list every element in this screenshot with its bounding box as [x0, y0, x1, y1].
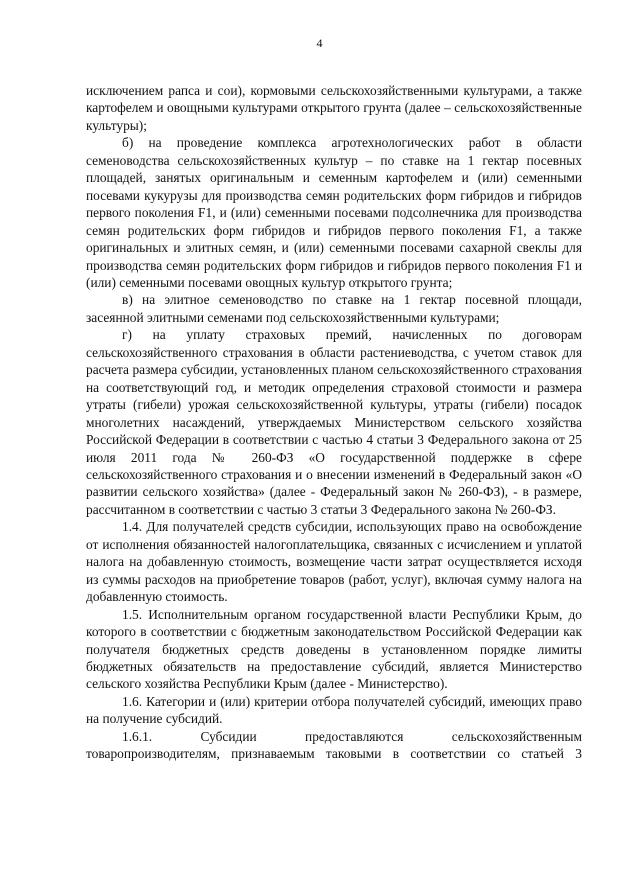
paragraph-1-5-ministry: 1.5. Исполнительным органом государственной власти Республики Крым, до которого в соответствии с бюджетным законодательством Российской Федерации как получателя бюджетных средств доведены в установленном порядке лимиты бюджетных обязательств на предоставление субсидий, является Министерство сельского хозяйства Республики Крым (далее - Министерство).: [86, 606, 582, 692]
paragraph-continuation: исключением рапса и сои), кормовыми сельскохозяйственными культурами, а также картофелем и овощными культурами открытого грунта (далее – сельскохозяйственные культуры);: [86, 83, 582, 133]
document-body: [86, 82, 582, 763]
paragraph-b-agrotech-works: б) на проведение комплекса агротехнологических работ в области семеноводства сельскохозяйственных культур – по ставке на 1 гектар посевных площадей, занятых оригинальным и семенным картофелем и (или) семенными посевами кукурузы для производства семян родительских форм гибридов и гибридов первого поколения F1, и (или) семенными посевами подсолнечника для производства семян родительских форм гибридов и гибридов первого поколения F1, а также оригинальных и элитных семян, и (или) семенными посевами сахарной свеклы для производства семян родительских форм гибридов и гибридов первого поколения F1 и (или) семенными посевами овощных культур открытого грунта;: [86, 135, 582, 290]
paragraph-1-6-1-producers: 1.6.1. Субсидии предоставляются сельскохозяйственным товаропроизводителям, признаваемым таковыми в соответствии со статьей 3: [86, 728, 582, 762]
paragraph-g-insurance-premiums: г) на уплату страховых премий, начисленных по договорам сельскохозяйственного страхования в области растениеводства, с учетом ставок для расчета размера субсидии, установленных планом сельскохозяйственного страхования на соответствующий год, и методик определения страховой стоимости и размера утраты (гибели) урожая сельскохозяйственной культуры, утраты (гибели) посадок многолетних насаждений, утверждаемых Министерством сельского хозяйства Российской Федерации в соответствии с частью 4 статьи 3 Федерального закона от 25 июля 2011 года № 260-ФЗ «О государственной поддержке в сфере сельскохозяйственного страхования и о внесении изменений в Федеральный закон «О развитии сельского хозяйства» (далее - Федеральный закон № 260-ФЗ), - в размере, рассчитанном в соответствии с частью 3 статьи 3 Федерального закона № 260-ФЗ.: [86, 327, 582, 517]
paragraph-v-elite-seeds: в) на элитное семеноводство по ставке на 1 гектар посевной площади, засеянной элитными семенами под сельскохозяйственными культурами;: [86, 292, 582, 325]
paragraph-1-4-vat: 1.4. Для получателей средств субсидии, использующих право на освобождение от исполнения обязанностей налогоплательщика, связанных с исчислением и уплатой налога на добавленную стоимость, возмещение части затрат осуществляется исходя из суммы расходов на приобретение товаров (работ, услуг), включая сумму налога на добавленную стоимость.: [86, 519, 582, 605]
paragraph-1-6-criteria: 1.6. Категории и (или) критерии отбора получателей субсидий, имеющих право на получение субсидий.: [86, 693, 582, 727]
page-number: 4: [316, 36, 323, 50]
